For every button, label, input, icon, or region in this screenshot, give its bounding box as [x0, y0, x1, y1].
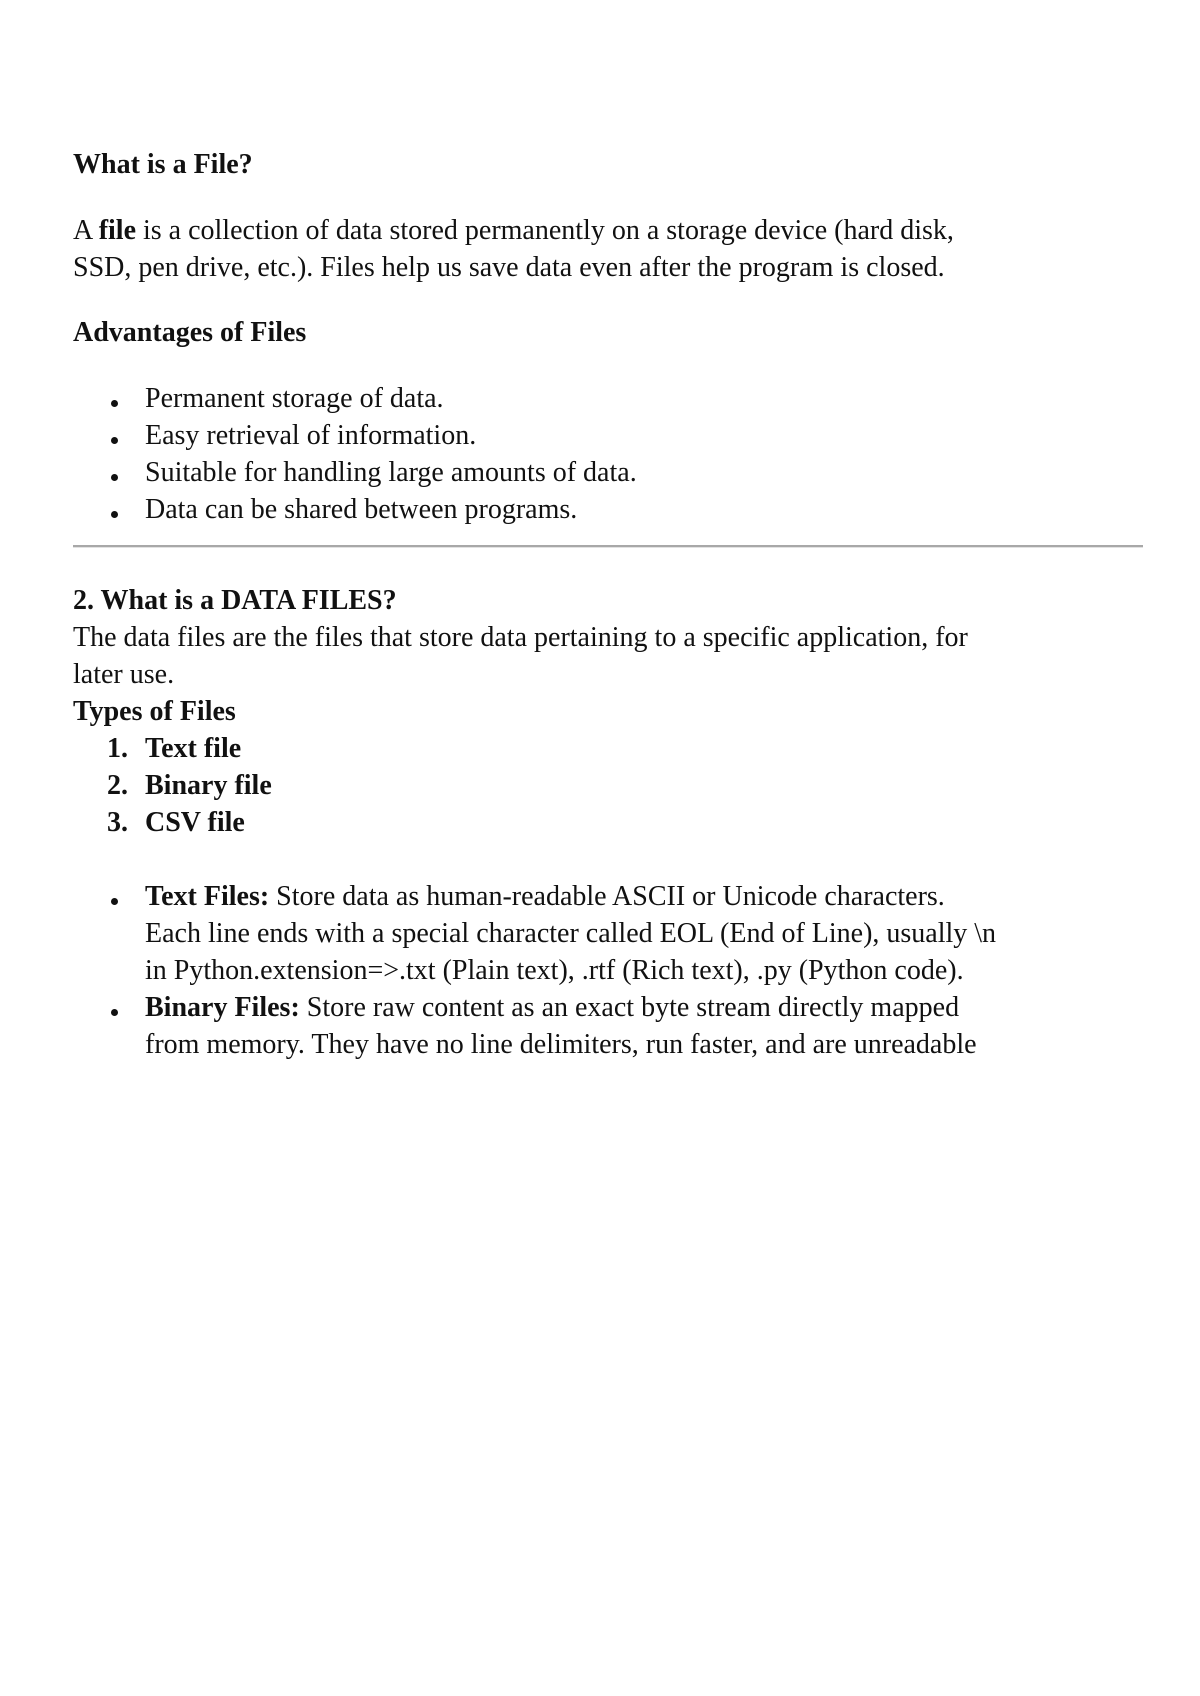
file-definition-line-1: [73, 212, 954, 249]
binary-files-line-2: from memory. They have no line delimiters, run faster, and are unreadable: [145, 1029, 977, 1060]
heading-what-is-a-file: What is a File?: [73, 149, 253, 180]
term-file: file: [98, 215, 136, 246]
label-binary-files: Binary Files:: [145, 992, 300, 1023]
text-files-line-2: Each line ends with a special character called EOL (End of Line), usually \n: [145, 918, 997, 949]
text-fragment: is a collection of data stored permanently on a storage device (hard disk,: [136, 215, 954, 246]
bullet-dot: [111, 898, 118, 905]
text-files-line-3: in Python.extension=>.txt (Plain text), .rtf (Rich text), .py (Python code).: [145, 955, 964, 986]
data-files-definition-line-2: later use.: [73, 659, 175, 690]
horizontal-divider: [73, 545, 1143, 548]
list-item-advantage: Data can be shared between programs.: [145, 494, 578, 525]
text-fragment: A: [73, 215, 99, 246]
heading-data-files: 2. What is a DATA FILES?: [73, 585, 397, 616]
list-item-advantage: Easy retrieval of information.: [145, 420, 477, 451]
text-fragment: Store data as human-readable ASCII or Unicode characters.: [269, 881, 945, 912]
heading-types-of-files: Types of Files: [73, 696, 236, 727]
bullet-dot: [111, 474, 118, 481]
bullet-dot: [111, 1009, 118, 1016]
bullet-dot: [111, 400, 118, 407]
bullet-dot: [111, 437, 118, 444]
binary-files-line-1: [145, 989, 959, 1026]
bullet-dot: [111, 511, 118, 518]
heading-advantages: Advantages of Files: [73, 317, 307, 348]
list-item-file-type: Text file: [145, 733, 242, 764]
list-item-advantage: Suitable for handling large amounts of data.: [145, 457, 637, 488]
list-number: 2.: [107, 770, 128, 801]
list-number: 3.: [107, 807, 128, 838]
list-number: 1.: [107, 733, 128, 764]
data-files-definition-line-1: The data files are the files that store data pertaining to a specific application, for: [73, 622, 968, 653]
text-fragment: Store raw content as an exact byte stream directly mapped: [299, 992, 960, 1023]
list-item-file-type: CSV file: [145, 807, 245, 838]
label-text-files: Text Files:: [145, 881, 270, 912]
file-definition-line-2: SSD, pen drive, etc.). Files help us save data even after the program is closed.: [73, 252, 945, 283]
list-item-file-type: Binary file: [145, 770, 272, 801]
list-item-advantage: Permanent storage of data.: [145, 383, 444, 414]
text-files-line-1: [145, 878, 945, 915]
